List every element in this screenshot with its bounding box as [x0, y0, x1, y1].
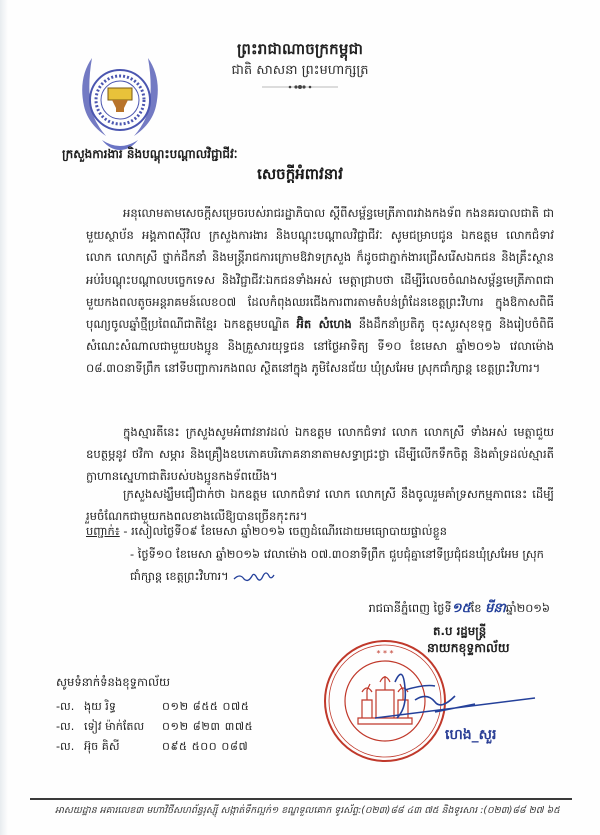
scan-edge-shadow: [0, 0, 8, 835]
footer-divider: [30, 798, 572, 800]
contact-phone: ០៩៥ ៥០០ ០៨៧: [162, 740, 249, 753]
note-text-1: - រសៀលថ្ងៃទី០៩ ខែមេសា ឆ្នាំ២០១៦ ចេញដំណើរដោយមធ្យោបាយផ្ទាល់ខ្លួន: [119, 524, 447, 538]
note-label: បញ្ជាក់៖: [86, 524, 120, 538]
ministry-name: ក្រសួងការងារ និងបណ្តុះបណ្តាលវិជ្ជាជីវៈ: [62, 147, 238, 161]
contact-item: [56, 697, 282, 717]
contact-list: [56, 697, 282, 757]
contact-prefix: -ល.: [56, 700, 75, 713]
contact-prefix: -ល.: [56, 740, 75, 753]
kingdom-heading: ព្រះរាជាណាចក្រកម្ពុជា: [236, 40, 364, 58]
contact-phone: ០១២ ៨៥៥ ០៧៥: [162, 700, 250, 713]
contact-name: ទៀវ ម៉ាក់តែល: [84, 720, 145, 733]
note-text-2: - ថ្ងៃទី១០ ខែមេសា ឆ្នាំ២០១៦ វេលាម៉ោង ០៧.៣០នាទីព្រឹក ជួបជុំគ្នានៅទីប្រជុំជនឃុំស្រអែម ស្រុកជាំក្សាន្ត ខេត្តព្រះវិហារ។: [130, 547, 544, 583]
national-motto: ជាតិ សាសនា ព្រះមហាក្សត្រ: [231, 63, 369, 78]
date-year: ឆ្នាំ២០១៦: [505, 601, 550, 615]
initial-scribble-icon: [232, 570, 276, 584]
paragraph-1-text-a: អនុលោមតាមសេចក្តីសម្រេចរបស់រាជរដ្ឋាភិបាល ស្តីពីសម្ព័ន្ធមេត្រីភាពរវាងកងទ័ព កងនគរបាលជាតិ ជាមួយស្ថាប័ន អង្គភាពស៊ីវិល ក្រសួងការងារ និងបណ្តុះបណ្តាលវិជ្ជាជីវៈ សូមជម្រាបជូន ឯកឧត្តម លោកជំទាវ លោក លោកស្រី ថ្នាក់ដឹកនាំ និងមន្ត្រីរាជការក្រោមឱវាទក្រសួង ក៏ដូចជាភ្នាក់ងារជ្រើសរើសឯកជន និងគ្រឹះស្ថានអប់រំបណ្តុះបណ្តាលបច្ចេកទេស និងវិជ្ជាជីវៈឯកជនទាំងអស់ មេត្តាជ្រាបថា ដើម្បីរំលេចចំណងសម្ព័ន្ធមេត្រីភាពជាមួយកងពលតូចអន្តរាគមន៍លេខ០៧ ដែលកំពុងឈរជើងការពារតាមតំបន់ព្រំដែនខេត្តព្រះវិហារ ក្នុងឱកាសពិធីបុណ្យចូលឆ្នាំថ្មីប្រពៃណីជាតិខ្មែរ ឯកឧត្តមបណ្ឌិត: [86, 206, 554, 332]
paragraph-1: [86, 202, 554, 380]
place-date-line: [368, 600, 550, 619]
contact-heading: សូមទំនាក់ទំនងខុទ្ទកាល័យ: [56, 675, 171, 689]
on-behalf-of-minister: ត.ប រដ្ឋមន្ត្រី: [433, 624, 487, 638]
footer-address: អាសយដ្ឋាន អគារលេខ៣ មហាវិថីសហព័ន្ធរុស្ស៊ី សង្កាត់ទឹកល្អក់១ ខណ្ឌទួលគោក ទូរស័ព្ទ:(០២៣)៨៨ ៤៣ ៧៥ និងទូរសារ :(០២៣)៨៨ ២៧ ៦៥: [55, 805, 560, 816]
note-line-1: [86, 520, 556, 542]
contact-name: ងុយ រិទ្ធ: [84, 700, 116, 713]
document-title: សេចក្តីអំពាវនាវ: [257, 165, 343, 183]
signer-name: ហេង_សួរ: [445, 727, 497, 743]
date-month: មីនា: [485, 601, 506, 616]
svg-text:* * *: * * *: [376, 649, 394, 658]
cabinet-director-title: នាយកខុទ្ទកាល័យ: [427, 640, 510, 655]
ministry-emblem-icon: [72, 48, 168, 156]
paragraph-3: ក្រសួងសង្ឃឹមជឿជាក់ថា ឯកឧត្តម លោកជំទាវ លោក លោកស្រី នឹងចូលរួមគាំទ្រសកម្មភាពនេះ ដើម្បីរួមចំណែកជាមួយកងពលខាងលើឱ្យបានច្រើនកុះករ។: [86, 487, 554, 524]
date-prefix: រាជធានីភ្នំពេញ ថ្ងៃទី: [368, 601, 452, 615]
contact-prefix: -ល.: [56, 720, 75, 733]
date-day: ១៥: [451, 601, 471, 616]
contact-item: [56, 737, 282, 757]
paragraph-1-text-b: នឹងដឹកនាំប្រតិភូ ចុះសួរសុខទុក្ខ និងរៀបចំពិធីសំណេះសំណាលជាមួយបងប្អូន និងគ្រួសារយុទ្ធជន នៅថ្ងៃអាទិត្យ ទី១០ ខែមេសា ឆ្នាំ២០១៦ វេលាម៉ោង ០៨.៣០នាទីព្រឹក នៅទីបញ្ជាការកងពល ស្ថិតនៅក្នុង ភូមិសែនជ័យ ឃុំស្រអែម ស្រុកជាំក្សាន្ត ខេត្តព្រះវិហារ។: [86, 317, 554, 376]
minister-name: អ៊ិត សំហេង: [296, 317, 352, 332]
note-line-2: [130, 543, 560, 587]
contact-name: អ៊ុច គិសី: [84, 740, 120, 753]
contact-phone: ០១២ ៨២៣ ៣៧៥: [162, 720, 254, 733]
date-month-prefix: ខែ: [470, 601, 482, 615]
contact-item: [56, 717, 282, 737]
paragraph-2: ក្នុងស្មារតីនេះ ក្រសួងសូមអំពាវនាវដល់ ឯកឧត្តម លោកជំទាវ លោក លោកស្រី ទាំងអស់ មេត្តាជួយឧបត្ថម្ភនូវ ថវិកា សម្ភារ និងគ្រឿងឧបភោគបរិភោគនានាតាមសទ្ធាជ្រះថ្លា ដើម្បីលើកទឹកចិត្ត និងគាំទ្រដល់ស្មារតីក្លាហានស្នេហាជាតិរបស់បងប្អូនកងទ័ពយើង។: [86, 425, 554, 484]
ornament-divider-icon: [262, 84, 338, 90]
